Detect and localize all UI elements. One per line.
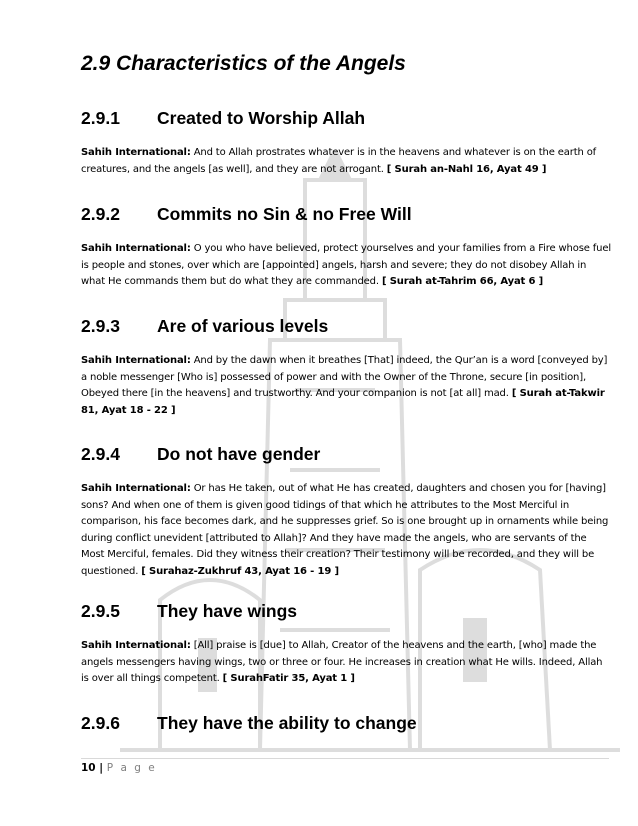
section-title: Are of various levels (157, 316, 329, 336)
section-title: Commits no Sin & no Free Will (157, 204, 412, 224)
section-body-2-9-5 (81, 638, 611, 688)
verse-text: Or has He taken, out of what He has created, daughters and chosen you for [having] sons? And when one of them is given good tidings of that which he attributes to the Most Merciful in comparison, his face becomes dark, and he suppresses grief. So is one brought up in ornaments while being during conflict unevident [attributed to Allah]? And they have made the angels, who are servants of the Most Merciful, females. Did they witness their creation? Their testimony will be recorded, and they will be questioned. (81, 483, 609, 577)
page-number: 10 (81, 762, 96, 774)
section-body-2-9-1 (81, 145, 611, 178)
verse-reference: [ Surah an-Nahl 16, Ayat 49 ] (386, 163, 547, 175)
section-heading-2-9-6 (81, 713, 417, 734)
section-heading-2-9-3 (81, 316, 328, 337)
section-body-2-9-4 (81, 481, 611, 580)
section-number: 2.9.5 (81, 601, 120, 621)
section-heading-2-9-5 (81, 601, 297, 622)
section-heading-2-9-4 (81, 444, 320, 465)
verse-text: O you who have believed, protect yourselves and your families from a Fire whose fuel is people and stones, over which are [appointed] angels, harsh and severe; they do not disobey Allah in what He commands them but do what they are commanded. (81, 243, 611, 287)
verse-reference: [ Surah at-Takwir 81, Ayat 18 - 22 ] (81, 388, 605, 416)
page-label: P a g e (106, 762, 157, 774)
verse-reference: [ Surah at-Tahrim 66, Ayat 6 ] (381, 276, 544, 287)
section-heading-2-9-1 (81, 108, 365, 129)
section-body-2-9-2 (81, 241, 611, 291)
section-heading-2-9-2 (81, 204, 412, 225)
verse-reference: [ SurahFatir 35, Ayat 1 ] (222, 673, 355, 684)
section-title: Do not have gender (157, 444, 321, 464)
verse-text: And to Allah prostrates whatever is in the heavens and whatever is on the earth of creatures, and the angels [as well], and they are not arrogant. (81, 147, 597, 175)
section-number: 2.9.3 (81, 316, 120, 336)
source-label: Sahih International: (81, 483, 191, 494)
chapter-title: 2.9 Characteristics of the Angels (81, 52, 406, 75)
source-label: Sahih International: (81, 243, 191, 254)
section-number: 2.9.6 (81, 713, 120, 733)
section-title: Created to Worship Allah (157, 108, 366, 128)
section-number: 2.9.1 (81, 108, 120, 128)
section-body-2-9-3 (81, 353, 611, 419)
page-footer (81, 758, 609, 774)
source-label: Sahih International: (81, 640, 191, 651)
section-number: 2.9.4 (81, 444, 120, 464)
source-label: Sahih International: (81, 147, 191, 158)
verse-reference: [ Surahaz-Zukhruf 43, Ayat 16 - 19 ] (141, 565, 339, 577)
footer-separator: | (95, 762, 107, 774)
section-title: They have the ability to change (157, 713, 417, 733)
verse-text: [All] praise is [due] to Allah, Creator of the heavens and the earth, [who] made the angels messengers having wings, two or three or four. He increases in creation what He wills. Indeed, Allah is over all things competent. (81, 640, 603, 684)
section-number: 2.9.2 (81, 204, 120, 224)
section-title: They have wings (157, 601, 298, 621)
source-label: Sahih International: (81, 355, 191, 366)
verse-text: And by the dawn when it breathes [That] indeed, the Qur’an is a word [conveyed by] a noble messenger [Who is] possessed of power and with the Owner of the Throne, secure [in position], Obeyed there [in the heavens] and trustworthy. And your companion is not [at all] mad. (81, 355, 608, 399)
